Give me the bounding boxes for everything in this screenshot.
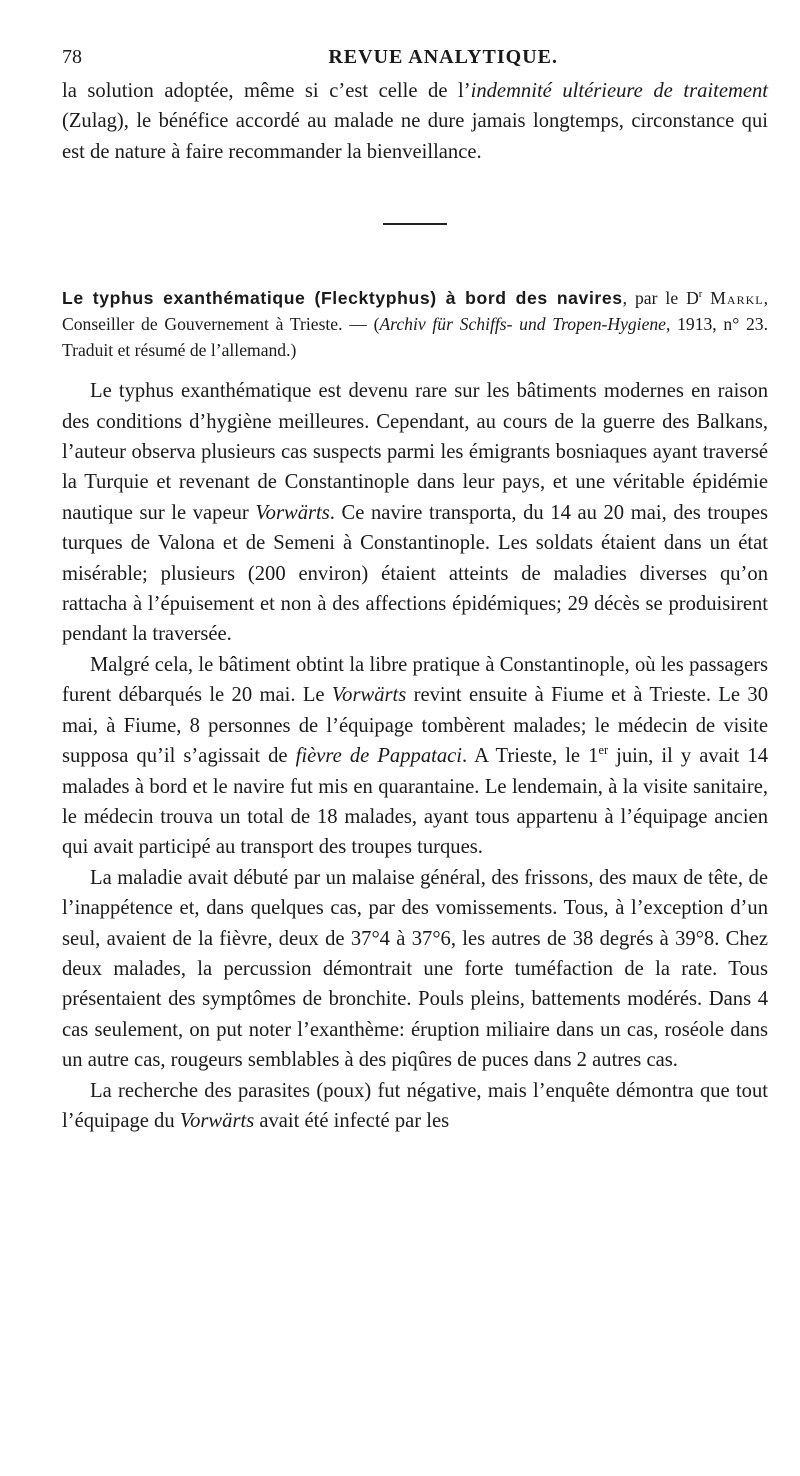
page [62,46,768,1136]
text-run: Le typhus exanthématique est devenu rare sur les bâtiments modernes en raison des conditions d’hygiène meilleures. Cependant, au cours de la guerre des Balkans, l’auteur observa plusieurs cas suspects parmi les émigrants bosniaques ayant traversé la Turquie et revenant de Constantinople dans leur pays, et une véritable épidémie nautique sur le vapeur [62,380,768,524]
text-run: la solution adoptée, même si c’est celle de l’ [62,80,471,102]
article-citation [62,285,768,363]
body-paragraph-3: La maladie avait débuté par un malaise général, des frissons, des maux de tête, de l’inappétence et, dans quelques cas, par des vomissements. Tous, à l’exception d’un seul, avaient de la fièvre, deux de 37°4 à 37°6, les autres de 38 degrés à 39°8. Chez deux malades, la percussion démontrait une forte tuméfaction de la rate. Tous présentaient des symptômes de bronchite. Pouls pleins, battements modérés. Dans 4 cas seulement, on put noter l’exanthème: éruption miliaire dans un cas, roséole dans un autre cas, rougeurs semblables à des piqûres de puces dans 2 autres cas. [62,866,768,1072]
text-run: . A Trieste, le 1 [462,745,599,768]
ship-name: Vorwärts [255,501,330,524]
body-paragraph-1 [62,376,768,650]
article-title: Le typhus exanthématique (Flecktyphus) à bord des navires [62,288,623,309]
text-run: Malgré cela, le bâtiment obtint la libre pratique à Constantinople, où les passagers furent débarqués le 20 mai. Le [62,653,768,707]
text-run: revint ensuite à Fiume et à Trieste. Le 30 mai, à Fiume, 8 personnes de l’équipage tombèrent malades; le médecin de visite supposa qu’il s’agissait de [62,684,768,768]
ship-name: Vorwärts [179,1109,255,1132]
text-run: (Zulag), le bénéfice accordé au malade ne dure jamais longtemps, circonstance qui est de nature à faire recommander la bienveillance. [62,110,768,163]
text-run: juin, il y avait 14 malades à bord et le navire fut mis en quarantaine. Le lendemain, à la visite sanitaire, le médecin trouva un total de 18 malades, ayant tous appartenu à l’équipage ancien qui avait participé au transport des troupes turques. [62,745,768,859]
body-paragraph-2 [62,650,768,863]
journal-name: Archiv für Schiffs- und Tropen-Hygiene [379,314,666,335]
author-name: Markl [710,288,764,309]
page-number: 78 [62,46,82,68]
italic-term: fièvre de Pappataci [295,745,462,768]
ship-name: Vorwärts [331,684,407,707]
text-run: , Conseiller de Gouvernement à Trieste. — ( [62,288,768,335]
text-run: , 1913, n° 23. Traduit et résumé de l’allemand.) [62,314,768,361]
running-title: REVUE ANALYTIQUE. [328,46,558,68]
text-run: avait été infecté par les [254,1109,450,1132]
section-divider [383,223,447,225]
italic-term: indemnité ultérieure de traitement [470,80,768,102]
text-run: . Ce navire transporta, du 14 au 20 mai, des troupes turques de Valona et de Semeni à Constantinople. Les soldats étaient dans un état misérable; plusieurs (200 environ) étaient atteints de maladies diverses qu’on rattacha à l’épuisement et non à des affections épidémiques; 29 décès se produisirent pendant la traversée. [62,501,768,646]
text-run: La recherche des parasites (poux) fut négative, mais l’enquête démontra que tout l’équipage du [62,1079,768,1132]
body-paragraph-4 [62,1076,768,1137]
article-header [62,285,768,363]
running-head [62,46,768,76]
superscript: r [698,289,703,301]
continuation-paragraph [62,76,768,167]
superscript: er [598,743,609,758]
text-run: , par le D [622,288,699,309]
